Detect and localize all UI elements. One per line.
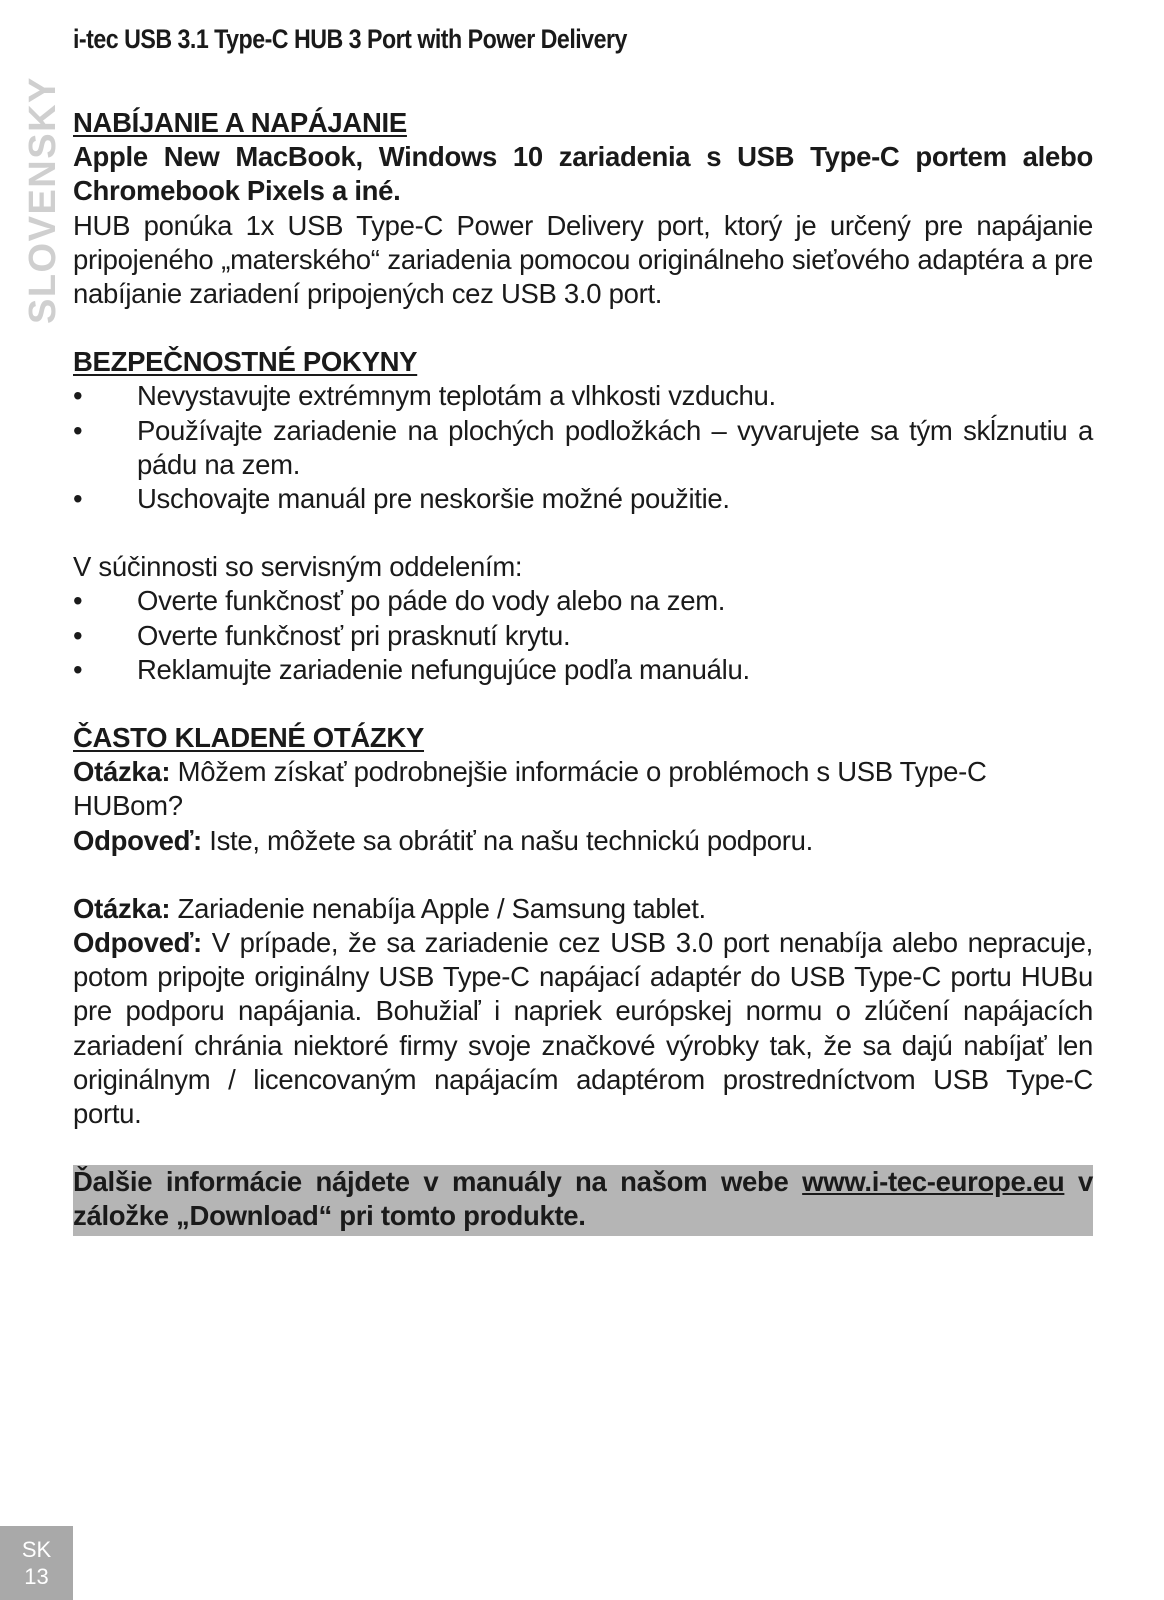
charging-text: HUB ponúka 1x USB Type-C Power Delivery port, ktorý je určený pre napájanie pripojeného „materského“ zariadenia pomocou originálneho sieťového adaptéra a pre nabíjanie zariadení pripojených cez USB 3.0 port. bbox=[73, 209, 1093, 310]
more-info-text: Ďalšie informácie nájdete v manuály na našom webe bbox=[73, 1166, 803, 1198]
safety-item: • Používajte zariadenie na plochých podložkách – vyvarujete sa tým skĺznutiu a pádu na zem. bbox=[73, 414, 1093, 482]
page-number-tab bbox=[0, 1526, 73, 1600]
answer-text: Iste, môžete sa obrátiť na našu technickú podporu. bbox=[201, 824, 813, 856]
service-item: • Overte funkčnosť pri prasknutí krytu. bbox=[73, 619, 1093, 653]
safety-section bbox=[73, 345, 1093, 687]
answer-label: Odpoveď: bbox=[73, 927, 202, 959]
website-link[interactable]: www.i-tec-europe.eu bbox=[802, 1166, 1065, 1198]
service-intro: V súčinnosti so servisným oddelením: bbox=[73, 551, 523, 583]
service-list bbox=[73, 584, 1093, 687]
faq-question bbox=[73, 892, 1093, 926]
faq-answer bbox=[73, 824, 1093, 858]
safety-list bbox=[73, 379, 1093, 516]
answer-label: Odpoveď: bbox=[73, 824, 202, 856]
more-info-text-end: v záložke „Download“ pri tomto produkte. bbox=[73, 1166, 1093, 1232]
charging-section bbox=[73, 106, 1093, 311]
question-label: Otázka: bbox=[73, 756, 171, 788]
question-text: Zariadenie nenabíja Apple / Samsung tablet. bbox=[170, 892, 706, 924]
safety-item: • Nevystavujte extrémnym teplotám a vlhkosti vzduchu. bbox=[73, 379, 1093, 413]
safety-item: • Uschovajte manuál pre neskoršie možné použitie. bbox=[73, 482, 1093, 516]
faq-answer bbox=[73, 926, 1093, 1131]
faq-section bbox=[73, 721, 1093, 1131]
charging-heading: NABÍJANIE A NAPÁJANIE bbox=[73, 107, 407, 138]
safety-heading: BEZPEČNOSTNÉ POKYNY bbox=[73, 346, 418, 378]
faq-question bbox=[73, 755, 1093, 823]
page-lang-code: SK bbox=[21, 1537, 52, 1562]
main-content bbox=[73, 106, 1093, 1236]
question-text: Môžem získať podrobnejšie informácie o problémoch s USB Type-C HUBom? bbox=[73, 756, 987, 822]
charging-subheading: Apple New MacBook, Windows 10 zariadenia s USB Type-C portem alebo Chromebook Pixels a iné. bbox=[73, 141, 1093, 207]
document-title: i-tec USB 3.1 Type-C HUB 3 Port with Power Delivery bbox=[73, 24, 627, 54]
more-info-note bbox=[73, 1165, 1093, 1235]
language-side-label: SLOVENSKY bbox=[22, 76, 64, 324]
service-item: • Reklamujte zariadenie nefungujúce podľa manuálu. bbox=[73, 653, 1093, 687]
page-number: 13 bbox=[24, 1564, 49, 1589]
question-label: Otázka: bbox=[73, 892, 171, 924]
answer-text: V prípade, že sa zariadenie cez USB 3.0 port nenabíja alebo nepracuje, potom pripojte originálny USB Type-C napájací adaptér do USB Type-C portu HUBu pre podporu napájania. Bohužiaľ i napriek európskej normu o zlúčení napájacích zariadení chránia niektoré firmy svoje značkové výrobky tak, že sa dajú nabíjať len originálnym / licencovaným napájacím adaptérom prostredníctvom USB Type-C portu. bbox=[73, 927, 1093, 1130]
faq-heading: ČASTO KLADENÉ OTÁZKY bbox=[73, 722, 425, 754]
service-item: • Overte funkčnosť po páde do vody alebo na zem. bbox=[73, 584, 1093, 618]
